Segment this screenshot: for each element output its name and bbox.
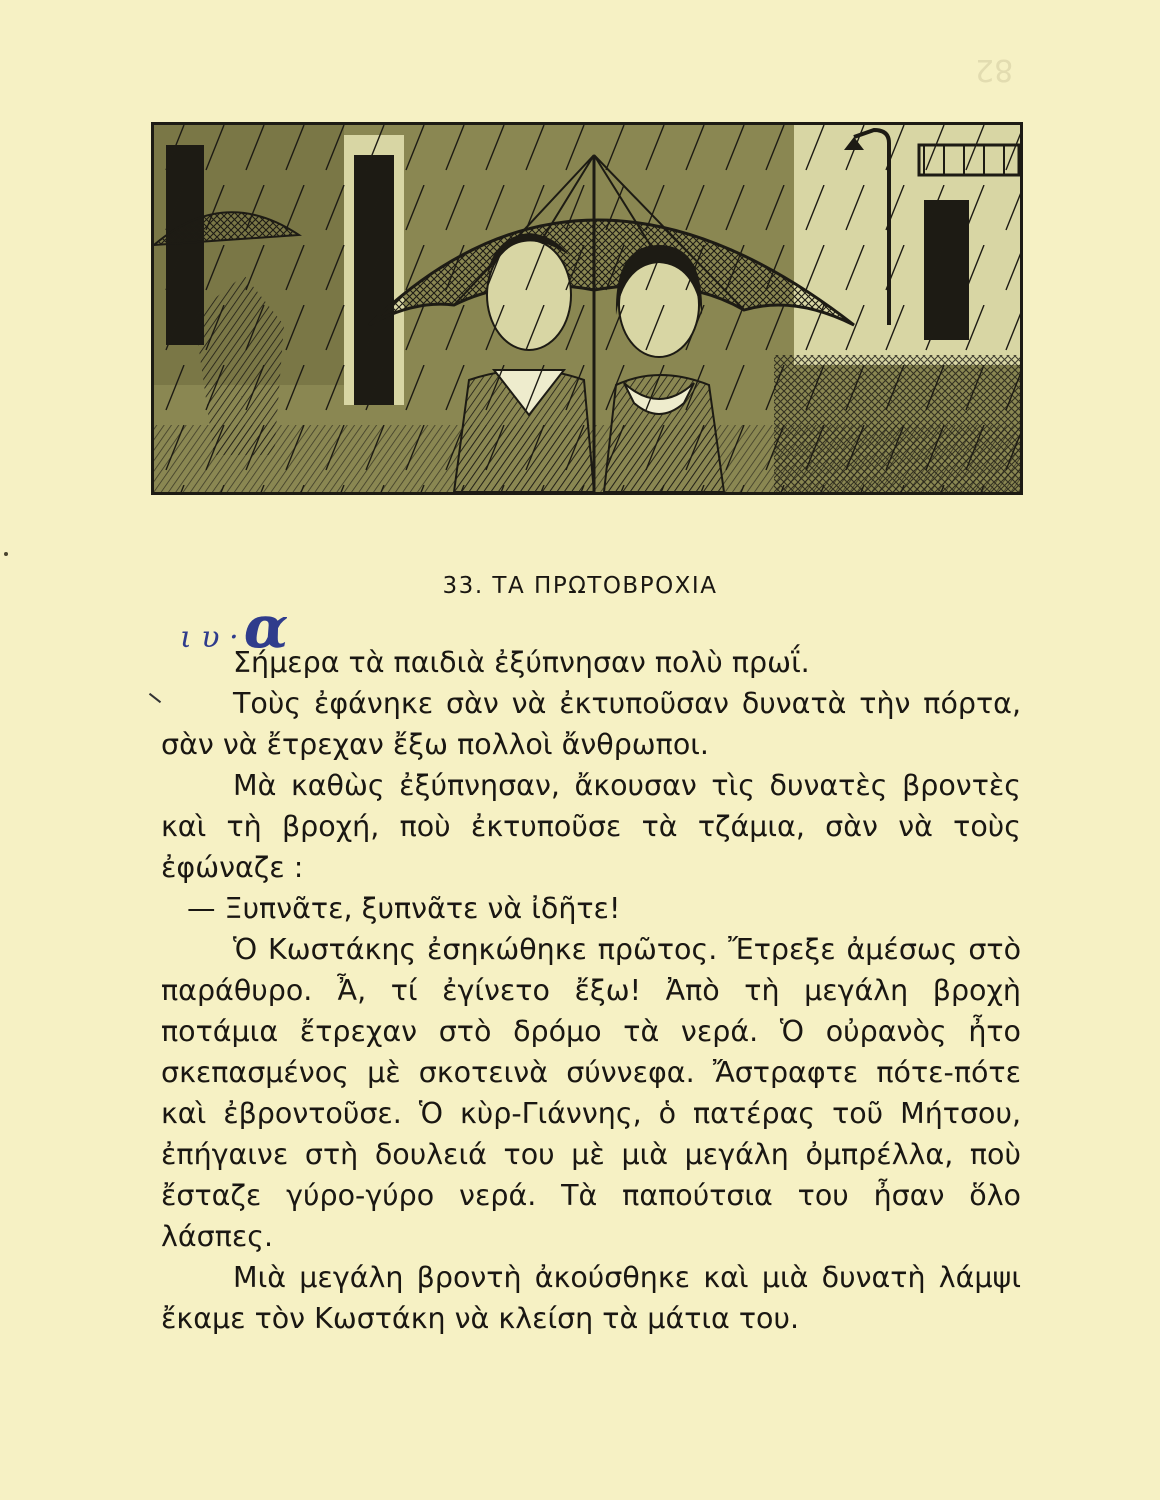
chapter-title: 33. ΤΑ ΠΡΩΤΟΒΡΟΧΙΑ	[442, 573, 718, 599]
paragraph: Ὁ Κωστάκης ἐσηκώθηκε πρῶτος. Ἔτρεξε ἀμέσως στὸ παράθυρο. Ἆ, τί ἐγίνετο ἔξω! Ἀπὸ τὴ μεγάλη βροχὴ ποτάμια ἔτρεχαν στὸ δρόμο τὰ νερά. Ὁ οὐρανὸς ἦτο σκεπασμένος μὲ σκοτεινὰ σύννεφα. Ἄστραφτε πότε-πότε καὶ ἐβροντοῦσε. Ὁ κὺρ-Γιάννης, ὁ πατέρας τοῦ Μήτσου, ἐπήγαινε στὴ δουλειά του μὲ μιὰ μεγάλη ὀμπρέλλα, ποὺ ἔσταζε γύρο-γύρο νερά. Τὰ παπούτσια του ἦσαν ὅλο λάσπες.	[161, 933, 1021, 1253]
handwritten-letter: α	[243, 593, 289, 661]
page-number: 82	[975, 52, 1014, 87]
handwritten-prefix: ι υ ·	[180, 620, 239, 655]
paragraph: Μὰ καθὼς ἐξύπνησαν, ἄκουσαν τὶς δυνατὲς βροντὲς καὶ τὴ βροχή, ποὺ ἐκτυποῦσε τὰ τζάμια, σὰν νὰ τοὺς ἐφώναζε :	[161, 769, 1021, 884]
umbrella-rain-scene	[154, 125, 1020, 492]
dialogue-line: — Ξυπνᾶτε, ξυπνᾶτε νὰ ἰδῆτε!	[187, 892, 621, 925]
margin-pencil-mark	[149, 693, 161, 703]
paragraph: Τοὺς ἐφάνηκε σὰν νὰ ἐκτυποῦσαν δυνατὰ τὴν πόρτα, σὰν νὰ ἔτρεχαν ἔξω πολλοὶ ἄνθρωποι.	[161, 687, 1021, 761]
paragraph: Μιὰ μεγάλη βροντὴ ἀκούσθηκε καὶ μιὰ δυνατὴ λάμψι ἔκαμε τὸν Κωστάκη νὰ κλείση τὰ μάτια του.	[161, 1261, 1021, 1335]
margin-dot	[4, 552, 8, 556]
body-text	[161, 642, 1021, 1339]
paragraph: Σήμερα τὰ παιδιὰ ἐξύπνησαν πολὺ πρωΐ.	[233, 646, 810, 679]
woodcut-illustration	[151, 122, 1023, 495]
